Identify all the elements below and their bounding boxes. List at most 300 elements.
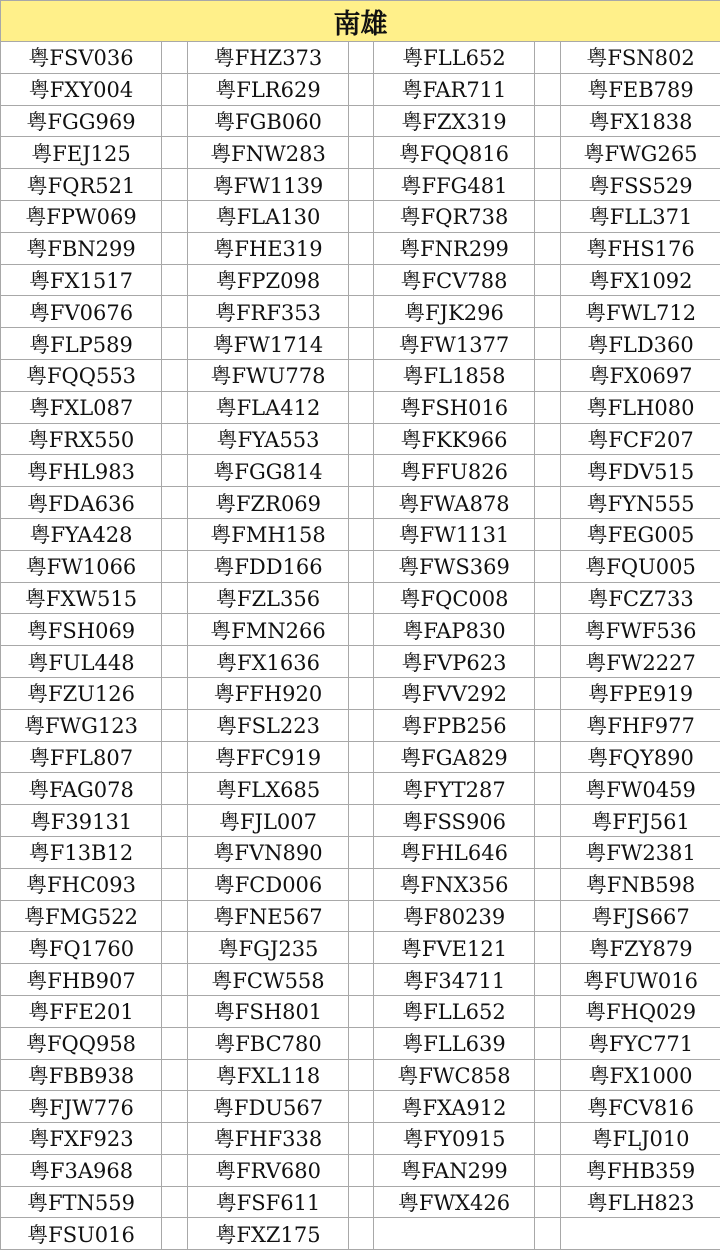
table-row [1,1218,720,1250]
plate-cell: 粤FHF338 [188,1123,349,1155]
spacer-cell [535,73,561,105]
plate-cell: 粤FX1636 [188,646,349,678]
plate-cell: 粤FHS176 [561,232,720,264]
spacer-cell [349,423,374,455]
spacer-cell [162,73,188,105]
spacer-cell [535,487,561,519]
plate-cell: 粤F3A968 [1,1154,162,1186]
plate-cell: 粤FNX356 [374,868,535,900]
plate-cell: 粤FUW016 [561,964,720,996]
spacer-cell [162,359,188,391]
plate-cell: 粤FHB907 [1,964,162,996]
spacer-cell [349,1059,374,1091]
plate-cell: 粤FCZ733 [561,582,720,614]
table-row [1,296,720,328]
table-row [1,614,720,646]
plate-cell: 粤FLX685 [188,773,349,805]
spacer-cell [162,1091,188,1123]
plate-cell [561,1218,720,1250]
spacer-cell [162,232,188,264]
spacer-cell [349,995,374,1027]
plate-cell: 粤FAP830 [374,614,535,646]
plate-cell: 粤FYT287 [374,773,535,805]
plate-cell: 粤FW1714 [188,328,349,360]
plate-cell: 粤FGA829 [374,741,535,773]
spacer-cell [349,836,374,868]
spacer-cell [349,741,374,773]
spacer-cell [535,1091,561,1123]
table-row [1,1123,720,1155]
spacer-cell [349,868,374,900]
spacer-cell [162,455,188,487]
table-row [1,1186,720,1218]
table-row [1,264,720,296]
spacer-cell [162,423,188,455]
spacer-cell [535,773,561,805]
table-row [1,518,720,550]
plate-cell: 粤FYC771 [561,1027,720,1059]
plate-cell: 粤FQU005 [561,550,720,582]
plate-cell: 粤FZY879 [561,932,720,964]
spacer-cell [162,391,188,423]
table-row [1,391,720,423]
spacer-cell [349,550,374,582]
spacer-cell [535,1218,561,1250]
plate-cell: 粤FVP623 [374,646,535,678]
spacer-cell [162,709,188,741]
table-row [1,169,720,201]
plate-cell: 粤FSH016 [374,391,535,423]
plate-cell: 粤FXY004 [1,73,162,105]
spacer-cell [162,868,188,900]
plate-cell: 粤FJK296 [374,296,535,328]
plate-cell: 粤FDA636 [1,487,162,519]
spacer-cell [162,741,188,773]
sheet-title: 南雄 [1,1,720,42]
spacer-cell [535,169,561,201]
table-row [1,805,720,837]
spacer-cell [349,455,374,487]
plate-cell: 粤FSV036 [1,42,162,74]
plate-list [1,42,720,1250]
table-row [1,328,720,360]
plate-cell: 粤FEG005 [561,518,720,550]
plate-cell: 粤FVE121 [374,932,535,964]
table-row [1,646,720,678]
spacer-cell [162,264,188,296]
spacer-cell [535,836,561,868]
plate-cell: 粤FEJ125 [1,137,162,169]
plate-cell: 粤FHB359 [561,1154,720,1186]
plate-cell: 粤FX1000 [561,1059,720,1091]
plate-cell: 粤FGB060 [188,105,349,137]
plate-cell: 粤F34711 [374,964,535,996]
spacer-cell [162,328,188,360]
plate-cell: 粤FSL223 [188,709,349,741]
plate-cell: 粤F13B12 [1,836,162,868]
spacer-cell [349,1154,374,1186]
plate-cell: 粤FSH801 [188,995,349,1027]
plate-cell: 粤FYA428 [1,518,162,550]
plate-cell: 粤FPW069 [1,200,162,232]
spacer-cell [535,964,561,996]
plate-cell: 粤FSS529 [561,169,720,201]
plate-cell: 粤FBB938 [1,1059,162,1091]
plate-cell [374,1218,535,1250]
plate-cell: 粤FBN299 [1,232,162,264]
spacer-cell [535,550,561,582]
spacer-cell [535,391,561,423]
table-row [1,550,720,582]
plate-cell: 粤FWS369 [374,550,535,582]
plate-cell: 粤FKK966 [374,423,535,455]
plate-cell: 粤FCF207 [561,423,720,455]
spacer-cell [349,73,374,105]
spacer-cell [349,264,374,296]
table-row [1,1027,720,1059]
spacer-cell [162,169,188,201]
plate-cell: 粤FHC093 [1,868,162,900]
plate-cell: 粤FQQ816 [374,137,535,169]
spacer-cell [535,1123,561,1155]
table-row [1,741,720,773]
spacer-cell [162,200,188,232]
plate-cell: 粤FJS667 [561,900,720,932]
plate-cell: 粤FZR069 [188,487,349,519]
spacer-cell [535,582,561,614]
table-row [1,42,720,74]
spacer-cell [162,1218,188,1250]
plate-cell: 粤FBC780 [188,1027,349,1059]
table-row [1,964,720,996]
plate-cell: 粤F80239 [374,900,535,932]
spacer-cell [535,614,561,646]
table-row [1,868,720,900]
plate-cell: 粤FQ1760 [1,932,162,964]
spacer-cell [535,232,561,264]
plate-cell: 粤FXF923 [1,1123,162,1155]
plate-cell: 粤FLH080 [561,391,720,423]
plate-cell: 粤FMH158 [188,518,349,550]
plate-cell: 粤FLR629 [188,73,349,105]
spacer-cell [162,1123,188,1155]
spacer-cell [349,1218,374,1250]
plate-cell: 粤FMG522 [1,900,162,932]
table-row [1,1154,720,1186]
plate-cell: 粤FWL712 [561,296,720,328]
spacer-cell [162,487,188,519]
spacer-cell [535,646,561,678]
plate-cell: 粤FV0676 [1,296,162,328]
spacer-cell [349,805,374,837]
spacer-cell [162,805,188,837]
spacer-cell [349,487,374,519]
plate-cell: 粤FFC919 [188,741,349,773]
plate-cell: 粤FW1139 [188,169,349,201]
plate-cell: 粤FAN299 [374,1154,535,1186]
spacer-cell [349,1027,374,1059]
plate-cell: 粤FDD166 [188,550,349,582]
table-row [1,359,720,391]
spacer-cell [535,264,561,296]
plate-cell: 粤FSF611 [188,1186,349,1218]
table-row [1,773,720,805]
plate-cell: 粤FXL087 [1,391,162,423]
plate-cell: 粤FNW283 [188,137,349,169]
plate-cell: 粤FGG814 [188,455,349,487]
spacer-cell [535,932,561,964]
plate-cell: 粤FXW515 [1,582,162,614]
plate-cell: 粤FQQ553 [1,359,162,391]
spacer-cell [535,1027,561,1059]
plate-cell: 粤FSH069 [1,614,162,646]
plate-cell: 粤FRX550 [1,423,162,455]
plate-cell: 粤FVN890 [188,836,349,868]
plate-cell: 粤FDV515 [561,455,720,487]
table-row [1,1059,720,1091]
plate-cell: 粤FPE919 [561,677,720,709]
plate-cell: 粤FLL652 [374,42,535,74]
plate-cell: 粤FWX426 [374,1186,535,1218]
plate-cell: 粤FLH823 [561,1186,720,1218]
plate-cell: 粤FW2227 [561,646,720,678]
spacer-cell [162,105,188,137]
plate-cell: 粤FXA912 [374,1091,535,1123]
plate-cell: 粤FX1517 [1,264,162,296]
plate-cell: 粤FY0915 [374,1123,535,1155]
plate-cell: 粤FRF353 [188,296,349,328]
spacer-cell [535,137,561,169]
plate-cell: 粤FFE201 [1,995,162,1027]
plate-cell: 粤FW1131 [374,518,535,550]
spacer-cell [349,646,374,678]
plate-cell: 粤FLA130 [188,200,349,232]
plate-cell: 粤FZL356 [188,582,349,614]
plate-cell: 粤FWC858 [374,1059,535,1091]
plate-cell: 粤FZU126 [1,677,162,709]
spacer-cell [349,677,374,709]
plate-cell: 粤FHZ373 [188,42,349,74]
spacer-cell [349,582,374,614]
plate-cell: 粤FHL983 [1,455,162,487]
plate-cell: 粤FPZ098 [188,264,349,296]
plate-cell: 粤FGG969 [1,105,162,137]
spacer-cell [162,296,188,328]
table-row [1,995,720,1027]
plate-cell: 粤FCV788 [374,264,535,296]
plate-cell: 粤FWF536 [561,614,720,646]
table-row [1,932,720,964]
spacer-cell [535,709,561,741]
spacer-cell [349,932,374,964]
plate-cell: 粤FXL118 [188,1059,349,1091]
spacer-cell [162,550,188,582]
table-row [1,137,720,169]
spacer-cell [535,296,561,328]
spacer-cell [349,964,374,996]
plate-cell: 粤FHQ029 [561,995,720,1027]
plate-cell: 粤FFL807 [1,741,162,773]
plate-cell: 粤FSU016 [1,1218,162,1250]
plate-cell: 粤FLJ010 [561,1123,720,1155]
plate-cell: 粤FNB598 [561,868,720,900]
spacer-cell [535,455,561,487]
plate-cell: 粤FZX319 [374,105,535,137]
spacer-cell [349,709,374,741]
plate-cell: 粤FLL371 [561,200,720,232]
table-row [1,73,720,105]
table-row [1,900,720,932]
plate-cell: 粤FSS906 [374,805,535,837]
spacer-cell [349,518,374,550]
plate-cell: 粤FWU778 [188,359,349,391]
spacer-cell [162,646,188,678]
plate-cell: 粤FW0459 [561,773,720,805]
plate-cell: 粤FTN559 [1,1186,162,1218]
plate-cell: 粤FAG078 [1,773,162,805]
spacer-cell [535,900,561,932]
plate-cell: 粤FRV680 [188,1154,349,1186]
plate-cell: 粤FHF977 [561,709,720,741]
plate-cell: 粤FFU826 [374,455,535,487]
spacer-cell [349,614,374,646]
spacer-cell [535,1154,561,1186]
spacer-cell [162,773,188,805]
plate-cell: 粤FWG123 [1,709,162,741]
spacer-cell [162,1186,188,1218]
table-row [1,200,720,232]
spacer-cell [349,296,374,328]
spacer-cell [535,328,561,360]
spacer-cell [349,200,374,232]
plate-cell: 粤FX0697 [561,359,720,391]
plate-cell: 粤FEB789 [561,73,720,105]
plate-cell: 粤F39131 [1,805,162,837]
table-row [1,836,720,868]
plate-cell: 粤FVV292 [374,677,535,709]
plate-cell: 粤FQR521 [1,169,162,201]
plate-cell: 粤FFJ561 [561,805,720,837]
plate-cell: 粤FXZ175 [188,1218,349,1250]
plate-cell: 粤FNR299 [374,232,535,264]
plate-cell: 粤FJL007 [188,805,349,837]
spacer-cell [349,359,374,391]
plate-cell: 粤FDU567 [188,1091,349,1123]
table-row [1,487,720,519]
table-row [1,709,720,741]
plate-cell: 粤FHE319 [188,232,349,264]
table-row [1,582,720,614]
plate-cell: 粤FCV816 [561,1091,720,1123]
spacer-cell [162,1027,188,1059]
spacer-cell [162,614,188,646]
table-row [1,423,720,455]
plate-cell: 粤FFG481 [374,169,535,201]
table-row [1,1091,720,1123]
spacer-cell [535,200,561,232]
spacer-cell [162,836,188,868]
spacer-cell [349,900,374,932]
plate-cell: 粤FW1377 [374,328,535,360]
spacer-cell [349,169,374,201]
spacer-cell [162,137,188,169]
plate-cell: 粤FW1066 [1,550,162,582]
plate-cell: 粤FX1838 [561,105,720,137]
plate-cell: 粤FL1858 [374,359,535,391]
spacer-cell [162,42,188,74]
plate-cell: 粤FX1092 [561,264,720,296]
spacer-cell [349,137,374,169]
spacer-cell [349,1091,374,1123]
spacer-cell [162,582,188,614]
spacer-cell [535,105,561,137]
spacer-cell [162,1154,188,1186]
spacer-cell [162,900,188,932]
spacer-cell [535,1186,561,1218]
plate-cell: 粤FQQ958 [1,1027,162,1059]
table-row [1,105,720,137]
plate-cell: 粤FSN802 [561,42,720,74]
spacer-cell [535,359,561,391]
spacer-cell [162,964,188,996]
table-row [1,232,720,264]
plate-cell: 粤FCD006 [188,868,349,900]
spacer-cell [162,518,188,550]
spacer-cell [535,518,561,550]
spacer-cell [162,995,188,1027]
plate-cell: 粤FQR738 [374,200,535,232]
spacer-cell [535,868,561,900]
spacer-cell [349,1186,374,1218]
spacer-cell [535,741,561,773]
spacer-cell [349,42,374,74]
plate-cell: 粤FAR711 [374,73,535,105]
spacer-cell [535,677,561,709]
plate-cell: 粤FPB256 [374,709,535,741]
plate-cell: 粤FFH920 [188,677,349,709]
plate-cell: 粤FWA878 [374,487,535,519]
spacer-cell [535,995,561,1027]
plate-cell: 粤FJW776 [1,1091,162,1123]
plate-cell: 粤FGJ235 [188,932,349,964]
plate-cell: 粤FUL448 [1,646,162,678]
plate-cell: 粤FW2381 [561,836,720,868]
spacer-cell [535,1059,561,1091]
spacer-cell [535,805,561,837]
plate-cell: 粤FLL652 [374,995,535,1027]
plate-cell: 粤FMN266 [188,614,349,646]
plate-cell: 粤FNE567 [188,900,349,932]
spacer-cell [349,232,374,264]
plate-cell: 粤FQY890 [561,741,720,773]
table-row [1,455,720,487]
plate-cell: 粤FQC008 [374,582,535,614]
spacer-cell [162,677,188,709]
plate-cell: 粤FYN555 [561,487,720,519]
spacer-cell [535,42,561,74]
plate-cell: 粤FLL639 [374,1027,535,1059]
spacer-cell [349,328,374,360]
plate-cell: 粤FYA553 [188,423,349,455]
table-row [1,677,720,709]
spacer-cell [349,391,374,423]
spacer-cell [349,1123,374,1155]
spacer-cell [162,1059,188,1091]
plate-cell: 粤FCW558 [188,964,349,996]
plate-cell: 粤FLP589 [1,328,162,360]
plate-cell: 粤FLD360 [561,328,720,360]
plate-cell: 粤FHL646 [374,836,535,868]
